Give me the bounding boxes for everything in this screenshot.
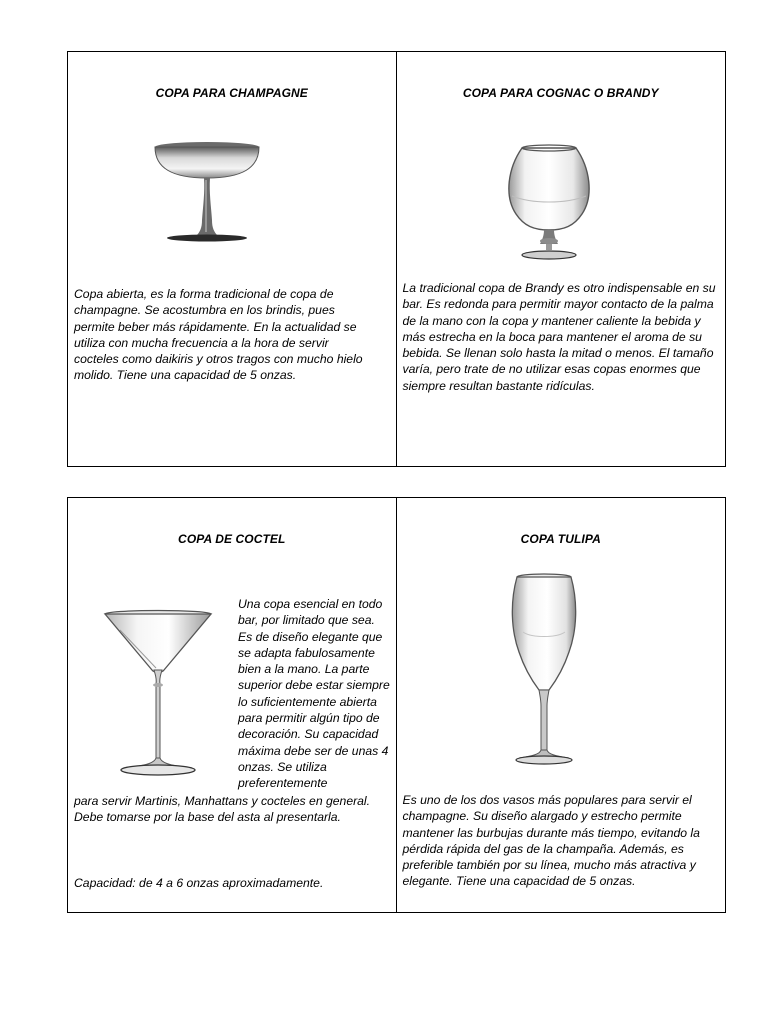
card-description: Es uno de los dos vasos más populares para servir el champagne. Su diseño alargado y estrecho permite mantener las burbujas durante más tiempo, evitando la pérdida rápida del gas de la champaña. Además, es preferible también por su línea, mucho más atractiva y elegante. Tiene una capacidad de 5 onzas. [402, 793, 700, 889]
card-description: Una copa esencial en todo bar, por limitado que sea. Es de diseño elegante que se adapta fabulosamente bien a la mano. La parte superior debe estar siempre lo suficientemente abierta para permitir algún tipo de decoración. Su capacidad máxima debe ser de unas 4 onzas. Se utiliza preferentemente [238, 597, 390, 791]
card-title: COPA TULIPA [520, 532, 601, 546]
card-title: COPA PARA CHAMPAGNE [155, 86, 308, 100]
glassware-table-top [67, 51, 726, 467]
tulip-glass-image [509, 572, 581, 768]
card-cognac [397, 52, 726, 466]
card-tulipa [397, 498, 726, 912]
card-description-continued: para servir Martinis, Manhattans y cocteles en general. Debe tomarse por la base del asta al presentarla. [74, 794, 371, 825]
card-coctel [68, 498, 397, 912]
card-champagne [68, 52, 397, 466]
card-description: Copa abierta, es la forma tradicional de copa de champagne. Se acostumbra en los brindis, pues permite beber más rápidamente. En la actualidad se utiliza con mucha frecuencia a la hora de servir cocteles como daikiris y otros tragos con mucho hielo molido. Tiene una capacidad de 5 onzas. [74, 287, 363, 383]
card-capacity: Capacidad: de 4 a 6 onzas aproximadamente. [74, 876, 324, 890]
champagne-coupe-glass-image [152, 140, 262, 246]
card-description: La tradicional copa de Brandy es otro indispensable en su bar. Es redonda para permitir mayor contacto de la palma de la mano con la copa y mantener caliente la bebida y más estrecha en la boca para mantener el aroma de su bebida. Se llenan solo hasta la mitad o menos. El tamaño varía, pero trate de no utilizar esas copas enormes que siempre resultan bastante ridículas. [402, 281, 716, 393]
glassware-table-bottom [67, 497, 726, 913]
card-title: COPA DE COCTEL [178, 532, 286, 546]
martini-cocktail-glass-image [102, 608, 214, 780]
brandy-snifter-glass-image [502, 144, 596, 262]
card-title: COPA PARA COGNAC O BRANDY [462, 86, 659, 100]
